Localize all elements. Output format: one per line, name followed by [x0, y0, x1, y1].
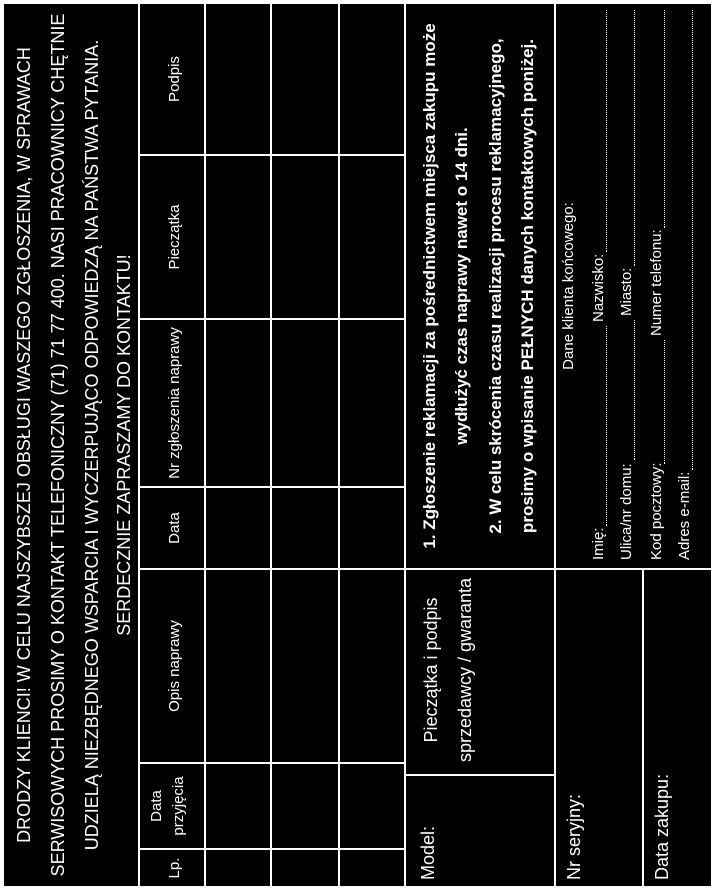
last-name-field[interactable]	[606, 10, 607, 252]
email-field[interactable]	[692, 10, 693, 470]
last-name-label: Nazwisko:	[590, 253, 607, 322]
header-data: Data	[166, 512, 183, 544]
postal-code-label: Kod pocztowy:	[648, 462, 665, 560]
header-nr-zgloszenia: Nr zgłoszenia naprawy	[166, 327, 183, 479]
header-divider	[204, 4, 206, 886]
serial-number-field	[554, 568, 644, 888]
header-data-przyjecia: Data przyjęcia	[148, 776, 187, 836]
seller-stamp-section	[404, 568, 556, 888]
notice-panel	[2, 2, 140, 888]
seller-stamp-label: Pieczątka i podpis sprzedawcy / gwaranta	[421, 577, 475, 763]
postal-code-field[interactable]	[664, 340, 665, 464]
instruction-2-text: 2. W celu skrócenia czasu realizacji procesu reklamacyjnego, prosimy o wpisanie PEŁNYCH danych kontaktowych poniżej.	[486, 38, 537, 534]
first-name-field[interactable]	[606, 326, 607, 526]
header-lp: Lp.	[166, 857, 183, 879]
notice-line-4: SERDECZNIE ZAPRASZAMY DO KONTAKTU!	[114, 254, 134, 636]
purchase-date-field	[642, 568, 713, 888]
row-divider	[338, 4, 340, 886]
purchase-date-label: Data zakupu:	[652, 773, 672, 880]
header-pieczatka: Pieczątka	[166, 204, 183, 270]
city-label: Miasto:	[618, 267, 635, 316]
header-opis: Opis naprawy	[166, 620, 183, 712]
street-field[interactable]	[634, 320, 635, 460]
city-field[interactable]	[634, 10, 635, 266]
phone-field[interactable]	[664, 10, 665, 228]
instructions-section	[404, 2, 556, 570]
repairs-table	[138, 2, 406, 888]
instruction-1	[414, 12, 478, 560]
col-divider	[140, 762, 404, 764]
serial-label: Nr seryjny:	[564, 793, 584, 880]
customer-title: Dane klienta końcowego:	[560, 202, 577, 370]
instruction-1-text: 1. Zgłoszenie reklamacji za pośrednictwem miejsca zakupu może wydłużyć czas naprawy nawet o 14 dni.	[420, 23, 471, 549]
notice-line-2: SERWISOWYCH PROSIMY O KONTAKT TELEFONICZNY (71) 71 77 400. NASI PRACOWNICY CHĘTNIE	[48, 13, 68, 877]
header-podpis: Podpis	[166, 56, 183, 102]
email-label: Adres e-mail:	[676, 471, 693, 560]
model-stamp-divider	[406, 774, 554, 776]
notice-line-1: DRODZY KLIENCI! W CELU NAJSZYBSZEJ OBSŁUGI WASZEGO ZGŁOSZENIA, W SPRAWACH	[14, 47, 34, 843]
model-label: Model:	[418, 825, 438, 880]
row-divider	[270, 4, 272, 886]
customer-data-section	[554, 2, 713, 570]
instruction-2	[480, 12, 544, 560]
first-name-label: Imię:	[590, 527, 607, 560]
notice-line-3: UDZIELĄ NIEZBĘDNEGO WSPARCIA I WYCZERPUJĄCO ODPOWIEDZĄ NA PAŃSTWA PYTANIA.	[82, 39, 102, 851]
street-label: Ulica/nr domu:	[618, 463, 635, 560]
phone-label: Numer telefonu:	[648, 229, 665, 336]
